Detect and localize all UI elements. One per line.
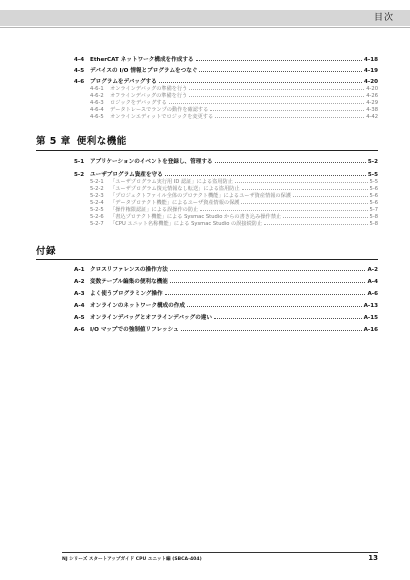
toc-entry-number: 5-1: [74, 159, 85, 165]
leader-dots: [169, 103, 364, 104]
leader-dots: [181, 330, 362, 331]
toc-entry-title: 「書込プロテクト機能」による Sysmac Studio からの書き込み操作禁止: [110, 214, 282, 220]
toc-entry-number: A-1: [74, 267, 85, 273]
footer-document-title: NJ シリーズ スタートアップガイド CPU ユニット編 (SBCA-404): [62, 557, 202, 562]
header-bar: [0, 10, 410, 26]
leader-dots: [189, 89, 364, 90]
leader-dots: [199, 71, 362, 72]
leader-dots: [170, 270, 366, 271]
chapter-title: 便利な機能: [76, 136, 127, 147]
toc-entry[interactable]: [74, 66, 378, 74]
toc-subentry[interactable]: [90, 220, 378, 227]
toc-entry[interactable]: [74, 325, 378, 333]
leader-dots: [196, 60, 362, 61]
toc-entry-number: A-2: [74, 279, 85, 285]
toc-subentry[interactable]: [90, 192, 378, 199]
leader-dots: [235, 182, 368, 183]
appendix-title: 付録: [36, 246, 57, 257]
leader-dots: [293, 196, 368, 197]
toc-entry-number: 4-6-1: [90, 86, 104, 92]
toc-entry-number: 5-2-2: [90, 186, 104, 192]
toc-entry[interactable]: [74, 157, 378, 165]
toc-entry-page: 5-2: [367, 159, 378, 165]
toc-entry-title: 「ユーザプログラム実行用 ID 認証」による盗用防止: [110, 179, 233, 185]
toc-entry-number: 5-2-6: [90, 214, 104, 220]
leader-dots: [159, 82, 362, 83]
toc-entry-number: 5-2-3: [90, 193, 104, 199]
toc-entry-page: A-13: [363, 303, 378, 309]
toc-entry-title: アプリケーションのイベントを登録し、管理する: [90, 159, 213, 165]
toc-subentry[interactable]: [90, 206, 378, 213]
chapter-number: 第 5 章: [36, 136, 71, 147]
toc-subentry[interactable]: [90, 178, 378, 185]
toc-entry-title: ユーザプログラム資産を守る: [90, 172, 163, 178]
toc-entry-number: 4-6-2: [90, 93, 104, 99]
toc-entry-number: A-4: [74, 303, 85, 309]
leader-dots: [264, 224, 367, 225]
toc-entry-number: 4-6-5: [90, 114, 104, 120]
toc-entry-number: A-3: [74, 291, 85, 297]
appendix-heading: [36, 243, 56, 257]
toc-entry-title: 変数テーブル編集の便利な機能: [90, 279, 168, 285]
toc-entry-page: 4-42: [366, 114, 378, 120]
toc-subentry[interactable]: [90, 106, 378, 113]
toc-entry[interactable]: [74, 265, 378, 273]
toc-entry-title: オンラインデバッグの準備を行う: [110, 86, 188, 92]
toc-entry[interactable]: [74, 289, 378, 297]
toc-entry-page: 5-8: [369, 214, 378, 220]
toc-entry-title: 「操作権限認証」による誤操作の防止: [110, 207, 199, 213]
toc-entry-number: 4-4: [74, 57, 85, 63]
leader-dots: [189, 96, 364, 97]
toc-entry-title: オフラインデバッグの準備を行う: [110, 93, 188, 99]
leader-dots: [187, 306, 362, 307]
toc-entry[interactable]: [74, 277, 378, 285]
toc-subentry[interactable]: [90, 92, 378, 99]
leader-dots: [215, 117, 364, 118]
toc-subentry[interactable]: [90, 213, 378, 220]
toc-entry-page: 4-18: [364, 57, 378, 63]
footer-page-number: 13: [368, 554, 378, 562]
header-title: 目次: [373, 13, 394, 23]
toc-entry[interactable]: [74, 313, 378, 321]
leader-dots: [215, 162, 366, 163]
leader-dots: [170, 282, 366, 283]
toc-entry-title: EtherCAT ネットワーク構成を作成する: [90, 57, 194, 63]
toc-entry[interactable]: [74, 55, 378, 63]
leader-dots: [200, 210, 367, 211]
appendix-rule: [36, 259, 378, 260]
toc-entry-page: A-2: [367, 267, 378, 273]
toc-entry-title: クロスリファレンスの操作方法: [90, 267, 168, 273]
toc-entry-page: 5-7: [369, 207, 378, 213]
toc-entry-title: I/O マップでの強制値リフレッシュ: [90, 327, 179, 333]
toc-entry-page: 4-20: [364, 79, 378, 85]
toc-entry-page: A-6: [367, 291, 378, 297]
toc-entry-page: A-15: [363, 315, 378, 321]
toc-entry-page: 5-6: [369, 186, 378, 192]
toc-entry-title: デバイスの I/O 情報とプログラムをつなぐ: [90, 68, 198, 74]
toc-entry[interactable]: [74, 77, 378, 85]
toc-subentry[interactable]: [90, 113, 378, 120]
toc-entry-title: 「CPU ユニット名称機能」による Sysmac Studio の誤接続防止: [110, 221, 263, 227]
toc-subentry[interactable]: [90, 99, 378, 106]
toc-entry-title: プログラムをデバッグする: [90, 79, 157, 85]
toc-entry-title: オンラインエディットでロジックを変更する: [110, 114, 214, 120]
header-rule: [0, 27, 410, 28]
toc-entry-page: 4-26: [366, 93, 378, 99]
toc-entry-page: 4-20: [366, 86, 378, 92]
toc-subentry[interactable]: [90, 185, 378, 192]
toc-entry-number: 5-2-5: [90, 207, 104, 213]
chapter-heading: [36, 133, 127, 147]
toc-entry-page: 4-19: [364, 68, 378, 74]
toc-entry-number: 5-2-4: [90, 200, 104, 206]
toc-entry-title: 「ユーザプログラム復元情報なし転送」による盗用防止: [110, 186, 240, 192]
leader-dots: [283, 217, 367, 218]
leader-dots: [214, 318, 362, 319]
toc-entry-title: 「データプロテクト機能」によるユーザ資産情報の保護: [110, 200, 240, 206]
toc-entry-page: 5-6: [369, 200, 378, 206]
chapter-rule: [36, 150, 378, 151]
toc-entry-page: 5-5: [367, 172, 378, 178]
page-header: [0, 0, 410, 34]
toc-entry-number: 5-2-1: [90, 179, 104, 185]
toc-entry-number: 4-6-3: [90, 100, 104, 106]
toc-entry[interactable]: [74, 301, 378, 309]
toc-entry[interactable]: [74, 170, 378, 178]
toc-entry-number: 4-6: [74, 79, 85, 85]
leader-dots: [165, 175, 366, 176]
leader-dots: [241, 203, 367, 204]
toc-entry-title: 「プロジェクトファイル全体のプロテクト機能」によるユーザ資産情報の保護: [110, 193, 291, 199]
toc-entry-number: 5-2: [74, 172, 85, 178]
toc-entry-page: 5-8: [369, 221, 378, 227]
toc-entry-page: 5-6: [369, 193, 378, 199]
toc-entry-number: 4-6-4: [90, 107, 104, 113]
toc-entry-page: 4-29: [366, 100, 378, 106]
toc-entry-number: A-6: [74, 327, 85, 333]
footer-rule: [62, 552, 378, 553]
toc-subentry[interactable]: [90, 85, 378, 92]
toc-entry-page: A-4: [367, 279, 378, 285]
toc-entry-title: オンラインデバッグとオフラインデバッグの違い: [90, 315, 212, 321]
leader-dots: [165, 294, 366, 295]
leader-dots: [242, 189, 368, 190]
toc-entry-title: よく使うプログラミング操作: [90, 291, 163, 297]
toc-entry-page: A-16: [363, 327, 378, 333]
toc-entry-page: 5-5: [369, 179, 378, 185]
toc-entry-title: オンラインのネットワーク構成の作成: [90, 303, 185, 309]
toc-entry-number: A-5: [74, 315, 85, 321]
toc-subentry[interactable]: [90, 199, 378, 206]
toc-entry-number: 5-2-7: [90, 221, 104, 227]
toc-entry-title: データトレースでランプの動作を確認する: [110, 107, 209, 113]
leader-dots: [210, 110, 364, 111]
toc-entry-page: 4-38: [366, 107, 378, 113]
toc-entry-number: 4-5: [74, 68, 85, 74]
toc-entry-title: ロジックをデバッグする: [110, 100, 167, 106]
